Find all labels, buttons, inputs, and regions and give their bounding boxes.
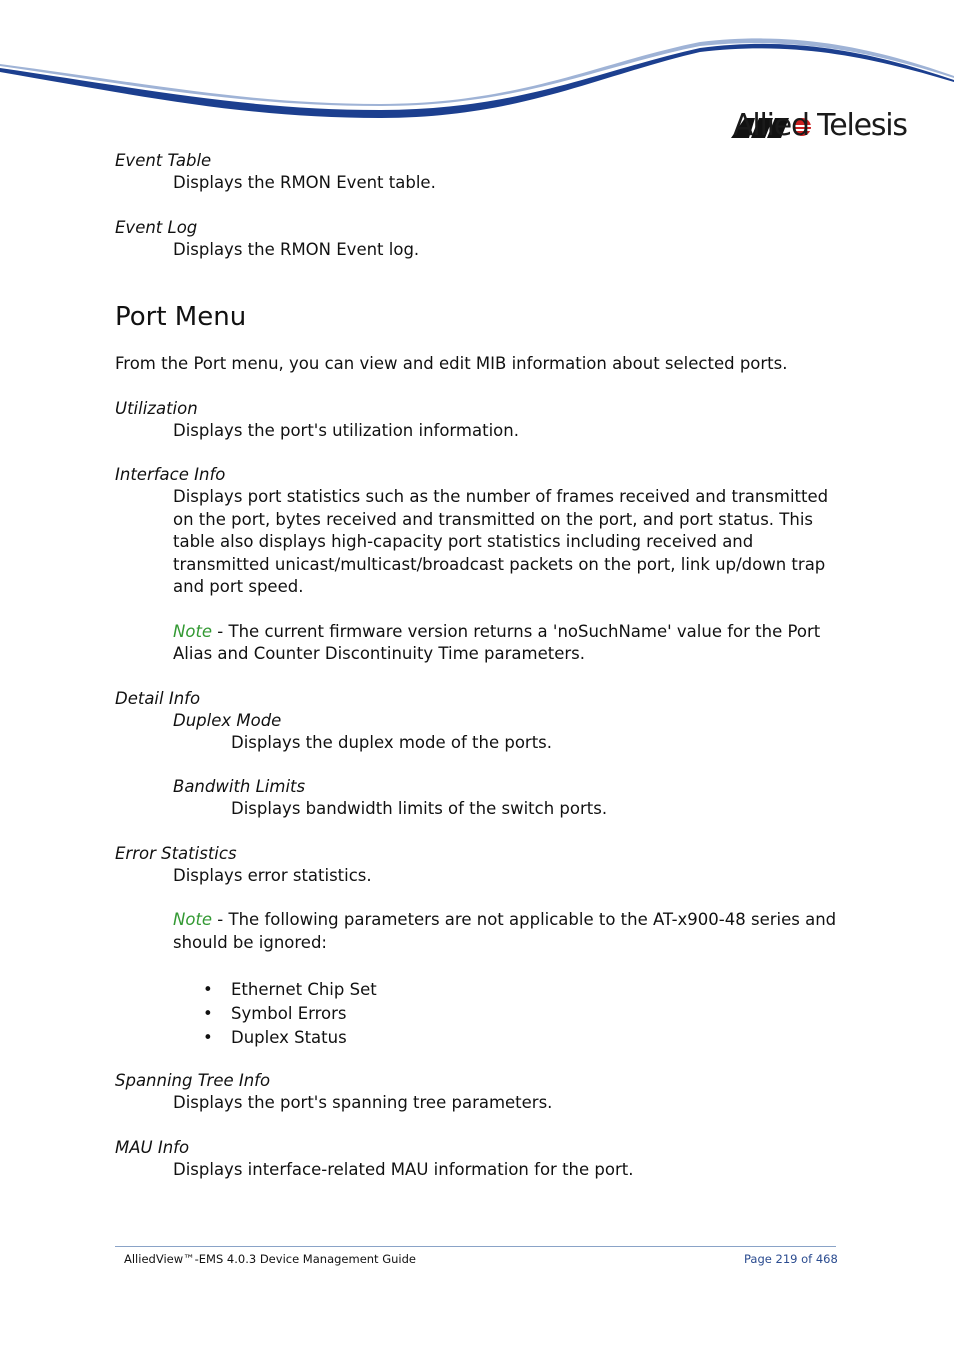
term-utilization: Utilization <box>115 398 198 418</box>
list-item: • Ethernet Chip Set <box>203 980 377 999</box>
term-spanning-tree-info: Spanning Tree Info <box>115 1071 271 1090</box>
desc-event-log: Displays the RMON Event log. <box>173 239 420 259</box>
footer-guide-title: AlliedView™-EMS 4.0.3 Device Management Guide <box>124 1252 416 1266</box>
ignored-parameters-list <box>115 978 840 1050</box>
list-item: • Duplex Status <box>203 1028 347 1047</box>
term-mau-info: MAU Info <box>115 1137 190 1157</box>
desc-duplex-mode: Displays the duplex mode of the ports. <box>231 732 553 752</box>
note-label: Note <box>173 910 213 929</box>
logo-wordmark: Allied Telesis <box>733 108 907 143</box>
footer-page-number: Page 219 of 468 <box>744 1252 838 1266</box>
note-text: - The following parameters are not applicable to the AT-x900-48 series and should be ignored: <box>173 910 837 952</box>
note-interface-info <box>115 621 840 666</box>
section-title: Port Menu <box>115 302 247 332</box>
term-detail-info: Detail Info <box>115 688 201 708</box>
desc-utilization: Displays the port's utilization information. <box>173 420 519 440</box>
section-intro: From the Port menu, you can view and edit MIB information about selected ports. <box>115 354 788 373</box>
desc-bandwith-limits: Displays bandwidth limits of the switch ports. <box>231 799 608 818</box>
footer-divider <box>115 1246 836 1247</box>
desc-error-statistics: Displays error statistics. <box>173 865 372 885</box>
note-label: Note <box>173 621 213 641</box>
term-bandwith-limits: Bandwith Limits <box>173 777 306 796</box>
term-event-log: Event Log <box>115 217 198 237</box>
document-body <box>115 150 840 1181</box>
desc-interface-info: Displays port statistics such as the number of frames received and transmitted on the port, bytes received and transmitted on the port, and port status. This table also displays high-capacity port statistics including received and transmitted unicast/multicast/broadcast packets on the port, link up/down trap and port speed. <box>173 487 829 596</box>
list-item: • Symbol Errors <box>203 1004 347 1023</box>
desc-spanning-tree-info: Displays the port's spanning tree parameters. <box>173 1093 553 1112</box>
term-duplex-mode: Duplex Mode <box>173 710 282 730</box>
term-event-table: Event Table <box>115 151 212 170</box>
note-text: - The current firmware version returns a 'noSuchName' value for the Port Alias and Counter Discontinuity Time parameters. <box>173 621 821 663</box>
note-error-statistics <box>115 909 840 954</box>
desc-mau-info: Displays interface-related MAU information for the port. <box>173 1159 634 1179</box>
term-interface-info: Interface Info <box>115 465 226 484</box>
desc-event-table: Displays the RMON Event table. <box>173 173 436 192</box>
term-error-statistics: Error Statistics <box>115 843 237 863</box>
